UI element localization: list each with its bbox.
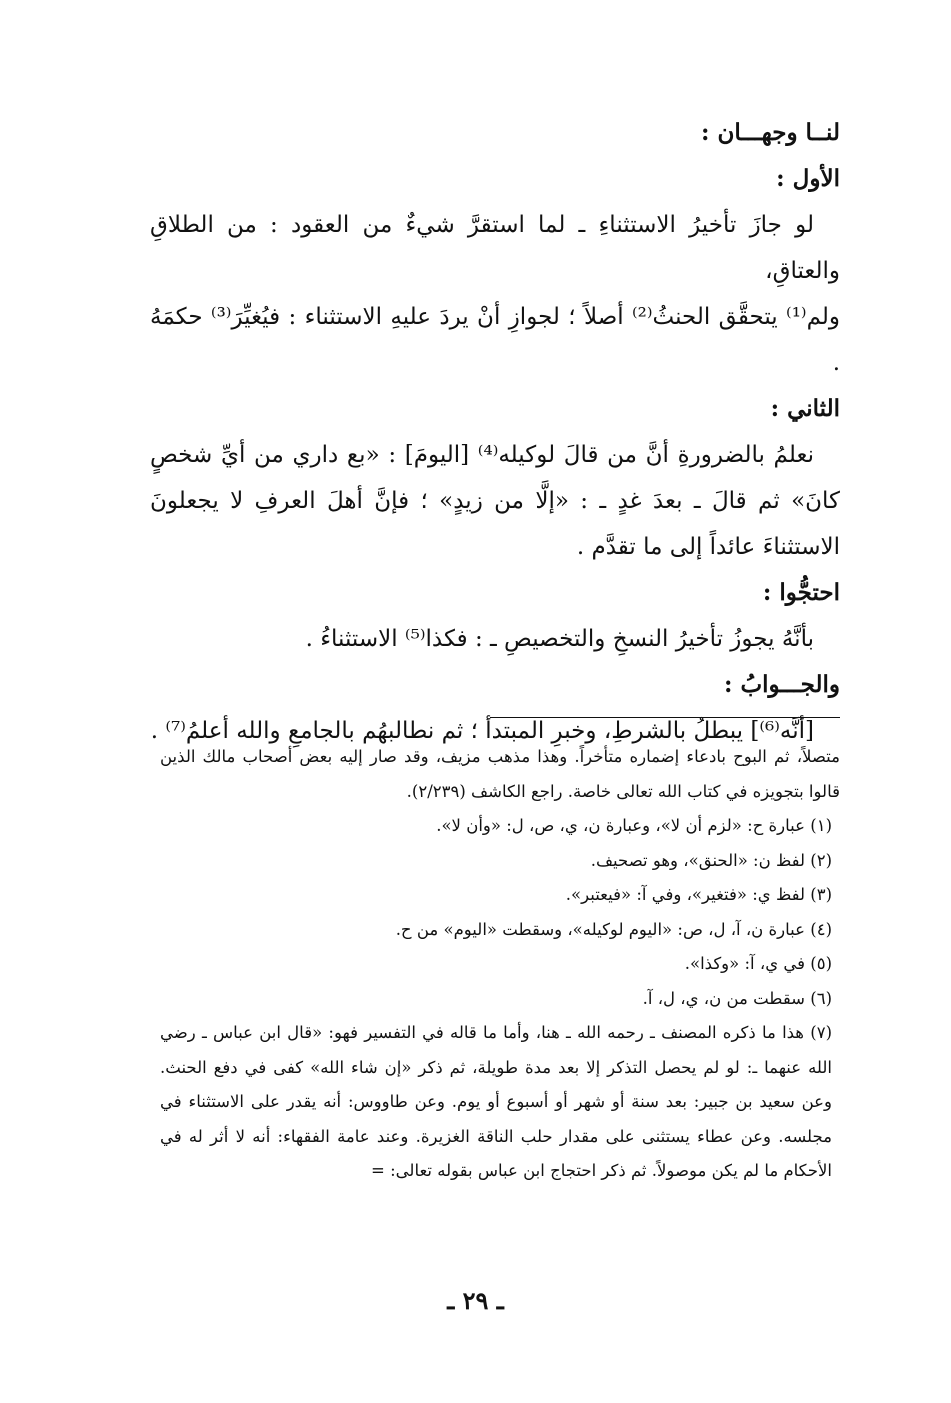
heading-answer: والجـــوابُ :: [724, 671, 840, 698]
footnote-3: (٣) لفظ ي: «فتغير»، وفي آ: «فيعتبر».: [565, 885, 832, 904]
heading-argued: احتجُّوا :: [762, 579, 840, 606]
paragraph-first-line1: لو جازَ تأخيرُ الاستثناءِ ـ لما استقرَّ شيءٌ من العقود : من الطلاقِ والعتاقِ،: [150, 212, 840, 284]
footnote-7: (٧) هذا ما ذكره المصنف ـ رحمه الله ـ هنا، وأما ما قاله في التفسير فهو: «قال ابن عباس ـ رضي الله عنهما ـ: لو لم يحصل التذكر إلا بعد مدة طويلة، ثم ذكر «إن شاء الله» كفى في دفع الحنث. وعن سعيد بن جبير: بعد سنة أو شهر أو أسبوع أو يوم. وعن طاووس: أنه يقدر على الاستثناء في مجلسه. وعن عطاء يستثنى على مقدار حلب الناقة الغزيرة. وعند عامة الفقهاء: أنه لا أثر له في الأحكام ما لم يكن موصولاً. ثم ذكر احتجاج ابن عباس بقوله تعالى: =: [160, 1023, 832, 1180]
footnote-6: (٦) سقطت من ن، ي، ل، آ.: [642, 988, 832, 1008]
paragraph-second: نعلمُ بالضرورةِ أنَّ من قالَ لوكيله⁽⁴⁾ [اليومَ] : «بع داري من أيِّ شخصٍ كانَ» ثم قالَ ـ بعدَ غدٍ ـ : «إلَّا من زيدٍ» ؛ فإنَّ أهلَ العرفِ لا يجعلونَ الاستثناءَ عائداً إلى ما تقدَّم .: [150, 442, 840, 560]
footnote-2: (٢) لفظ ن: «الحنق»، وهو تصحيف.: [590, 850, 832, 870]
heading-two-aspects: لنــا وجهـــان :: [701, 119, 840, 146]
footnote-4: (٤) عبارة ن، آ، ل، ص: «اليوم لوكيله»، وسقطت «اليوم» من ح.: [395, 919, 832, 939]
paragraph-argument: بأنَّهُ يجوزُ تأخيرُ النسخِ والتخصيصِ ـ : فكذا⁽⁵⁾ الاستثناءُ .: [305, 626, 814, 652]
heading-second: الثاني :: [770, 395, 840, 422]
footnote-separator: [490, 717, 840, 718]
page-number: ـ ٢٩ ـ: [447, 1286, 504, 1315]
footnotes: [160, 740, 840, 1189]
footnote-continuation: متصلاً، ثم البوح بادعاء إضماره متأخراً. وهذا مذهب مزيف، وقد صار إليه بعض أصحاب مالك الذين قالوا بتجويزه في كتاب الله تعالى خاصة. راجع الكاشف (٢/٢٣٩).: [160, 747, 840, 801]
paragraph-first-line2: ولم⁽¹⁾ يتحقَّق الحنثُ⁽²⁾ أصلاً ؛ لجوازِ أنْ يردَ عليهِ الاستثناء : فيُغيِّرَ⁽³⁾ حكمَهُ .: [150, 304, 840, 376]
footnote-1: (١) عبارة ح: «لزم أن لا»، وعبارة ن، ي، ص، ل: «وأن لا».: [436, 816, 832, 835]
paragraph-answer: [أنَّه⁽⁶⁾] يبطلُ بالشرطِ، وخبرِ المبتدأ ؛ ثم نطالبهُم بالجامعِ والله أعلمُ⁽⁷⁾ .: [150, 718, 814, 744]
footnote-5: (٥) في ي، آ: «وكذا».: [684, 954, 832, 973]
heading-first: الأول :: [776, 165, 840, 192]
main-text: [150, 110, 840, 754]
